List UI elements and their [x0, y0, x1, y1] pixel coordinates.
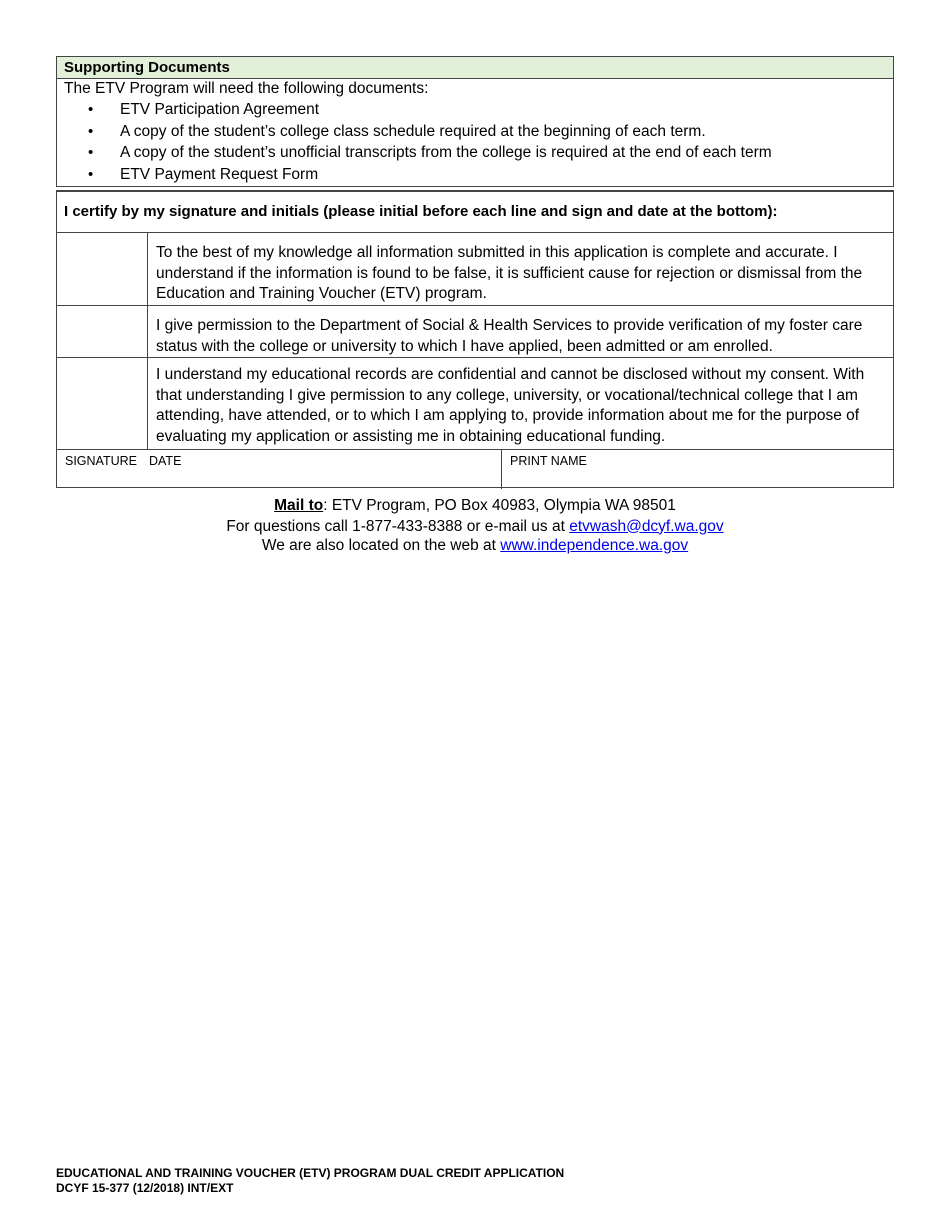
list-item: • A copy of the student’s college class schedule required at the beginning of each term. — [57, 121, 893, 143]
contact-info — [0, 496, 950, 556]
certification-row — [57, 233, 893, 306]
signature-date-field[interactable] — [57, 450, 502, 489]
signature-row — [57, 450, 893, 489]
required-documents-list — [57, 99, 893, 185]
footer-title: EDUCATIONAL AND TRAINING VOUCHER (ETV) PROGRAM DUAL CREDIT APPLICATION — [56, 1166, 565, 1180]
bullet-icon: • — [88, 101, 94, 118]
certification-row — [57, 306, 893, 358]
print-name-label: PRINT NAME — [510, 454, 587, 468]
certification-heading: I certify by my signature and initials (please initial before each line and sign and date at the bottom): — [57, 192, 893, 233]
certification-statement: I understand my educational records are confidential and cannot be disclosed without my consent. With that understanding I give permission to any college, university, or vocational/technical college that I am attending, have attended, or to which I am applying to, provide information about me for the purpose of evaluating my application or assisting me in obtaining educational funding. — [156, 366, 865, 445]
email-link[interactable]: etvwash@dcyf.wa.gov — [569, 517, 724, 535]
web-line: We are also located on the web at www.independence.wa.gov — [261, 537, 689, 554]
mail-to-label: Mail to — [274, 497, 324, 514]
certification-statement: I give permission to the Department of Social & Health Services to provide verification of my foster care status with the college or university to which I have applied, been admitted or am enrolled. — [156, 317, 863, 355]
print-name-field[interactable] — [502, 450, 893, 489]
initial-field[interactable] — [57, 233, 148, 305]
supporting-documents-box — [56, 56, 894, 187]
initial-field[interactable] — [57, 306, 148, 357]
certification-row — [57, 358, 893, 450]
mail-to-line — [0, 496, 950, 516]
bullet-icon: • — [88, 165, 94, 183]
list-item: • ETV Payment Request Form — [57, 164, 893, 186]
certification-table — [56, 190, 894, 488]
date-label: DATE — [149, 454, 182, 468]
supporting-documents-heading: Supporting Documents — [57, 57, 893, 79]
signature-label: SIGNATURE — [65, 454, 137, 468]
questions-line: For questions call 1-877-433-8388 or e-mail us at etvwash@dcyf.wa.gov — [226, 517, 724, 535]
list-item: • A copy of the student’s unofficial transcripts from the college is required at the end of each term — [57, 142, 893, 164]
list-item: • ETV Participation Agreement — [57, 99, 893, 121]
website-link[interactable]: www.independence.wa.gov — [500, 537, 689, 554]
certification-statement: To the best of my knowledge all information submitted in this application is complete and accurate. I understand if the information is found to be false, it is sufficient cause for rejection or dismissal from the Education and Training Voucher (ETV) program. — [156, 244, 863, 302]
bullet-icon: • — [88, 122, 94, 140]
initial-field[interactable] — [57, 358, 148, 449]
bullet-icon: • — [88, 144, 94, 161]
footer-form-number: DCYF 15-377 (12/2018) INT/EXT — [56, 1181, 234, 1195]
supporting-documents-intro: The ETV Program will need the following documents: — [64, 80, 429, 97]
mail-address: : ETV Program, PO Box 40983, Olympia WA 98501 — [323, 497, 676, 514]
form-footer — [56, 1166, 564, 1196]
